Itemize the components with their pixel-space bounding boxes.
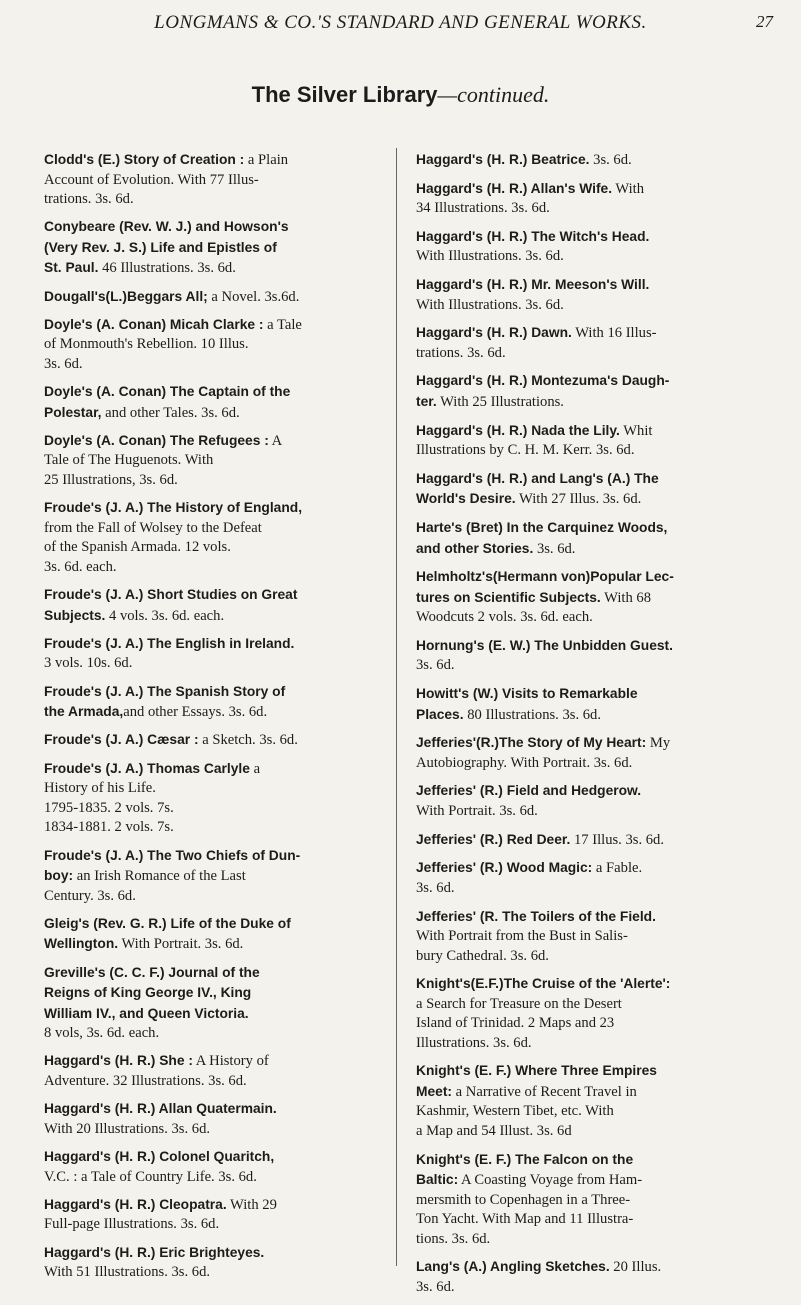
entry-continuation-line: trations. 3s. 6d.: [416, 344, 506, 361]
entry-heading-continued: Places.: [416, 706, 464, 722]
catalogue-entry: [44, 150, 384, 210]
entry-heading: Haggard's (H. R.) Allan's Wife.: [416, 180, 613, 196]
entry-first-line: [416, 1061, 756, 1082]
catalogue-entry: [44, 1099, 384, 1139]
entry-continuation-line: History of his Life.: [44, 780, 156, 797]
entry-first-line: [416, 518, 756, 539]
entry-first-line: [416, 684, 756, 705]
entry-heading-continued: and other Stories.: [416, 540, 534, 556]
entry-continuation-line: St. Paul. 46 Illustrations. 3s. 6d.: [44, 260, 236, 277]
entry-continuation-line: boy: an Irish Romance of the Last: [44, 868, 246, 885]
entry-continuation-line: With 51 Illustrations. 3s. 6d.: [44, 1264, 211, 1281]
entry-heading: Dougall's(L.)Beggars All;: [44, 288, 208, 304]
entry-first-line: [44, 1099, 384, 1120]
catalogue-entry: [416, 1257, 756, 1297]
entry-heading: Harte's (Bret) In the Carquinez Woods,: [416, 520, 668, 535]
entry-first-line: [44, 1147, 384, 1168]
catalogue-entry: [416, 227, 756, 267]
catalogue-entry: [416, 518, 756, 559]
entry-text: a Novel. 3s.6d.: [207, 288, 300, 305]
entry-continuation-line: 3s. 6d.: [416, 879, 455, 896]
entry-continuation-line: 25 Illustrations, 3s. 6d.: [44, 471, 178, 488]
entry-continuation-line: Places. 80 Illustrations. 3s. 6d.: [416, 706, 601, 723]
entry-first-line: [416, 974, 756, 995]
catalogue-entry: [416, 858, 756, 898]
entry-continuation-line: bury Cathedral. 3s. 6d.: [416, 947, 549, 964]
catalogue-entry: [416, 150, 756, 171]
entry-first-line: [416, 323, 756, 344]
catalogue-entry: [416, 684, 756, 725]
catalogue-entry: [416, 567, 756, 628]
entry-first-line: [44, 382, 384, 403]
entry-continuation-line: Account of Evolution. With 77 Illus-: [44, 171, 259, 188]
entry-heading: Jefferies' (R. The Toilers of the Field.: [416, 908, 656, 924]
entry-text: With 29: [226, 1196, 277, 1213]
entry-text: With 16 Illus-: [571, 325, 657, 342]
catalogue-entry: [416, 830, 756, 851]
entry-first-line: [44, 1051, 384, 1072]
entry-first-line: [44, 914, 384, 935]
entry-heading-continued: Baltic:: [416, 1172, 459, 1188]
entry-heading-continued: ter.: [416, 393, 437, 409]
entry-first-line: [44, 634, 384, 655]
catalogue-entry: [44, 217, 384, 279]
entry-first-line: [44, 730, 384, 751]
entry-first-line: [416, 469, 756, 490]
catalogue-entry: [44, 914, 384, 955]
catalogue-entry: [44, 315, 384, 375]
entry-continuation-line: With Portrait from the Bust in Salis-: [416, 928, 628, 944]
entry-first-line: [44, 498, 384, 519]
entry-continuation-line: [44, 238, 384, 259]
entry-continuation-line: mersmith to Copenhagen in a Three-: [416, 1191, 631, 1208]
entry-heading-continued: Polestar,: [44, 404, 102, 420]
catalogue-entry: [44, 846, 384, 907]
entry-heading-continued: (Very Rev. J. S.) Life and Epistles of: [44, 239, 277, 255]
entry-text: A History of: [192, 1053, 269, 1070]
entry-continuation-line: 34 Illustrations. 3s. 6d.: [416, 200, 550, 217]
entry-continuation-line: Subjects. 4 vols. 3s. 6d. each.: [44, 607, 225, 624]
entry-heading-continued: St. Paul.: [44, 260, 99, 276]
entry-heading: Froude's (J. A.) Cæsar :: [44, 732, 199, 748]
catalogue-entry: [44, 730, 384, 751]
entry-first-line: [44, 846, 384, 867]
entry-text: a Tale: [263, 316, 302, 333]
entry-first-line: [44, 1243, 384, 1264]
section-title-suffix: —continued.: [437, 82, 550, 107]
entry-text: a Plain: [244, 152, 289, 168]
running-head: LONGMANS & CO.'S STANDARD AND GENERAL WORKS.: [154, 12, 647, 33]
entry-first-line: [44, 217, 384, 238]
catalogue-entry: [44, 1243, 384, 1283]
catalogue-entry: [44, 682, 384, 723]
page-number: 27: [756, 12, 773, 31]
entry-continuation-line: of the Spanish Armada. 12 vols.: [44, 539, 231, 556]
entry-heading-continued: the Armada,: [44, 704, 124, 720]
entry-continuation-line: Full-page Illustrations. 3s. 6d.: [44, 1216, 220, 1233]
entry-heading: Gleig's (Rev. G. R.) Life of the Duke of: [44, 915, 291, 931]
entry-text: 17 Illus. 3s. 6d.: [570, 831, 664, 848]
entry-first-line: [44, 287, 384, 308]
entry-heading: Knight's (E. F.) The Falcon on the: [416, 1151, 634, 1167]
entry-continuation-line: Baltic: A Coasting Voyage from Ham-: [416, 1172, 643, 1189]
entry-first-line: [44, 315, 384, 336]
catalogue-entry: [416, 179, 756, 219]
catalogue-entry: [44, 1051, 384, 1091]
entry-text: a: [249, 760, 261, 777]
entry-heading: Haggard's (H. R.) Nada the Lily.: [416, 422, 620, 438]
entry-heading: Doyle's (A. Conan) The Captain of the: [44, 384, 291, 400]
entry-heading-continued: boy:: [44, 868, 74, 884]
catalogue-entry: [416, 781, 756, 821]
entry-heading: Helmholtz's(Hermann von)Popular Lec-: [416, 569, 674, 585]
entry-continuation-line: Tale of The Huguenots. With: [44, 452, 214, 469]
entry-heading: Haggard's (H. R.) Beatrice.: [416, 152, 590, 167]
entry-heading: Haggard's (H. R.) Eric Brighteyes.: [44, 1244, 265, 1260]
entry-first-line: [416, 830, 756, 851]
entry-heading: Greville's (C. C. F.) Journal of the: [44, 964, 260, 980]
entry-continuation-line: a Map and 54 Illust. 3s. 6d: [416, 1122, 572, 1139]
right-column: [416, 150, 756, 1305]
catalogue-entry: [44, 585, 384, 626]
entry-heading-continued: Meet:: [416, 1083, 453, 1099]
entry-heading: Froude's (J. A.) Short Studies on Great: [44, 587, 298, 603]
entry-first-line: [44, 431, 384, 452]
catalogue-entry: [416, 323, 756, 363]
entry-heading: Froude's (J. A.) Thomas Carlyle: [44, 760, 250, 776]
entry-first-line: [416, 567, 756, 588]
catalogue-entry: [44, 287, 384, 308]
catalogue-entry: [44, 1195, 384, 1235]
entry-continuation-line: Illustrations. 3s. 6d.: [416, 1034, 532, 1051]
entry-heading: Lang's (A.) Angling Sketches.: [416, 1259, 610, 1275]
entry-first-line: [416, 1257, 756, 1278]
entry-text: With: [612, 180, 645, 197]
entry-first-line: [416, 150, 756, 171]
entry-heading: Froude's (J. A.) The History of England,: [44, 500, 303, 516]
catalogue-entry: [44, 431, 384, 491]
entry-continuation-line: of Monmouth's Rebellion. 10 Illus.: [44, 336, 249, 353]
entry-first-line: [44, 963, 384, 984]
left-column: [44, 150, 384, 1290]
entry-text: 20 Illus.: [609, 1259, 662, 1276]
entry-continuation-line: With 20 Illustrations. 3s. 6d.: [44, 1120, 211, 1137]
entry-heading: Haggard's (H. R.) The Witch's Head.: [416, 228, 650, 244]
catalogue-entry: [44, 1147, 384, 1187]
catalogue-entry: [416, 733, 756, 773]
entry-first-line: [44, 682, 384, 703]
entry-continuation-line: 3s. 6d.: [416, 657, 455, 674]
entry-continuation-line: 3s. 6d. each.: [44, 558, 117, 575]
entry-first-line: [416, 275, 756, 296]
entry-continuation-line: Kashmir, Western Tibet, etc. With: [416, 1103, 614, 1120]
entry-continuation-line: the Armada,and other Essays. 3s. 6d.: [44, 704, 268, 721]
entry-heading: Froude's (J. A.) The Spanish Story of: [44, 683, 286, 699]
entry-continuation-line: from the Fall of Wolsey to the Defeat: [44, 519, 262, 536]
entry-continuation-line: tions. 3s. 6d.: [416, 1230, 491, 1247]
entry-continuation-line: Autobiography. With Portrait. 3s. 6d.: [416, 754, 633, 771]
entry-heading: Hornung's (E. W.) The Unbidden Guest.: [416, 637, 673, 653]
entry-continuation-line: Ton Yacht. With Map and 11 Illustra-: [416, 1211, 634, 1228]
entry-text: a Sketch. 3s. 6d.: [198, 732, 298, 749]
entry-heading: Haggard's (H. R.) and Lang's (A.) The: [416, 470, 659, 486]
entry-continuation-line: With Portrait. 3s. 6d.: [416, 802, 538, 819]
catalogue-entry: [44, 634, 384, 674]
entry-continuation-line: Wellington. With Portrait. 3s. 6d.: [44, 936, 244, 953]
entry-heading: Froude's (J. A.) The English in Ireland.: [44, 635, 295, 651]
entry-heading: Haggard's (H. R.) Mr. Meeson's Will.: [416, 277, 650, 293]
entry-heading: Doyle's (A. Conan) The Refugees :: [44, 432, 269, 448]
section-title-main: The Silver Library: [251, 82, 438, 107]
entry-continuation-line: V.C. : a Tale of Country Life. 3s. 6d.: [44, 1168, 257, 1185]
column-divider: [396, 148, 397, 1266]
entry-heading: Haggard's (H. R.) Cleopatra.: [44, 1196, 227, 1212]
entry-continuation-line: World's Desire. With 27 Illus. 3s. 6d.: [416, 491, 642, 508]
entry-first-line: [44, 150, 384, 171]
entry-heading: Haggard's (H. R.) Allan Quatermain.: [44, 1101, 277, 1117]
entry-continuation-line: Island of Trinidad. 2 Maps and 23: [416, 1015, 615, 1032]
catalogue-entry: [416, 974, 756, 1053]
entry-heading: Conybeare (Rev. W. J.) and Howson's: [44, 219, 289, 235]
catalogue-entry: [416, 1150, 756, 1250]
entry-continuation-line: and other Stories. 3s. 6d.: [416, 540, 576, 557]
entry-continuation-line: [44, 983, 384, 1004]
entry-first-line: [44, 759, 384, 780]
entry-heading: Jefferies' (R.) Red Deer.: [416, 831, 571, 847]
entry-heading: Doyle's (A. Conan) Micah Clarke :: [44, 316, 264, 332]
entry-first-line: [416, 858, 756, 879]
entry-continuation-line: ter. With 25 Illustrations.: [416, 393, 564, 410]
entry-first-line: [416, 733, 756, 754]
entry-heading: Clodd's (E.) Story of Creation :: [44, 152, 245, 167]
entry-continuation-line: a Search for Treasure on the Desert: [416, 995, 622, 1012]
entry-continuation-line: 8 vols, 3s. 6d. each.: [44, 1025, 160, 1042]
entry-heading: Jefferies'(R.)The Story of My Heart:: [416, 735, 647, 751]
catalogue-entry: [416, 636, 756, 676]
entry-heading-continued: Wellington.: [44, 936, 119, 952]
entry-first-line: [416, 179, 756, 200]
entry-heading: Knight's (E. F.) Where Three Empires: [416, 1063, 657, 1079]
entry-first-line: [416, 1150, 756, 1171]
entry-heading-continued: Subjects.: [44, 607, 106, 623]
entry-continuation-line: [44, 1004, 384, 1025]
entry-text: a Fable.: [592, 860, 643, 877]
entry-continuation-line: Adventure. 32 Illustrations. 3s. 6d.: [44, 1072, 247, 1089]
section-title: [0, 82, 801, 108]
catalogue-entry: [44, 963, 384, 1044]
entry-heading: Haggard's (H. R.) Montezuma's Daugh-: [416, 373, 670, 389]
catalogue-entry: [416, 421, 756, 461]
entry-first-line: [416, 907, 756, 928]
entry-first-line: [44, 1195, 384, 1216]
entry-continuation-line: 1834-1881. 2 vols. 7s.: [44, 819, 174, 836]
catalogue-entry: [44, 759, 384, 838]
entry-heading: Haggard's (H. R.) Colonel Quaritch,: [44, 1149, 275, 1165]
entry-continuation-line: Meet: a Narrative of Recent Travel in: [416, 1083, 637, 1100]
catalogue-entry: [416, 1061, 756, 1141]
entry-heading: Haggard's (H. R.) She :: [44, 1053, 193, 1069]
entry-heading: Froude's (J. A.) The Two Chiefs of Dun-: [44, 847, 301, 863]
entry-heading-continued: World's Desire.: [416, 491, 516, 507]
catalogue-entry: [416, 371, 756, 412]
entry-first-line: [416, 227, 756, 248]
entry-continuation-line: tures on Scientific Subjects. With 68: [416, 589, 652, 606]
entry-continuation-line: With Illustrations. 3s. 6d.: [416, 248, 564, 265]
catalogue-entry: [416, 469, 756, 510]
entry-heading-continued: tures on Scientific Subjects.: [416, 589, 601, 605]
entry-heading: Knight's(E.F.)The Cruise of the 'Alerte':: [416, 976, 671, 992]
entry-text: A: [268, 432, 283, 449]
entry-heading-continued: Reigns of King George IV., King: [44, 985, 252, 1001]
entry-text: My: [646, 735, 671, 752]
entry-heading-continued: William IV., and Queen Victoria.: [44, 1005, 249, 1021]
entry-first-line: [416, 371, 756, 392]
catalogue-entry: [416, 275, 756, 315]
entry-text: 3s. 6d.: [589, 152, 632, 168]
entry-continuation-line: 3s. 6d.: [44, 355, 83, 372]
entry-continuation-line: Illustrations by C. H. M. Kerr. 3s. 6d.: [416, 442, 635, 459]
entry-continuation-line: Century. 3s. 6d.: [44, 887, 136, 904]
entry-first-line: [44, 585, 384, 606]
entry-heading: Jefferies' (R.) Field and Hedgerow.: [416, 783, 642, 799]
entry-continuation-line: With Illustrations. 3s. 6d.: [416, 296, 564, 313]
entry-heading: Haggard's (H. R.) Dawn.: [416, 325, 572, 341]
entry-continuation-line: trations. 3s. 6d.: [44, 191, 134, 207]
entry-continuation-line: Woodcuts 2 vols. 3s. 6d. each.: [416, 609, 593, 626]
entry-heading: Jefferies' (R.) Wood Magic:: [416, 860, 593, 876]
entry-continuation-line: 3 vols. 10s. 6d.: [44, 655, 133, 672]
entry-first-line: [416, 636, 756, 657]
entry-text: Whit: [619, 422, 653, 439]
catalogue-entry: [44, 498, 384, 577]
entry-first-line: [416, 421, 756, 442]
catalogue-entry: [44, 382, 384, 423]
entry-heading: Howitt's (W.) Visits to Remarkable: [416, 686, 638, 702]
entry-continuation-line: 1795-1835. 2 vols. 7s.: [44, 799, 174, 816]
entry-continuation-line: Polestar, and other Tales. 3s. 6d.: [44, 404, 240, 421]
entry-continuation-line: 3s. 6d.: [416, 1278, 455, 1295]
entry-first-line: [416, 781, 756, 802]
catalogue-entry: [416, 907, 756, 967]
